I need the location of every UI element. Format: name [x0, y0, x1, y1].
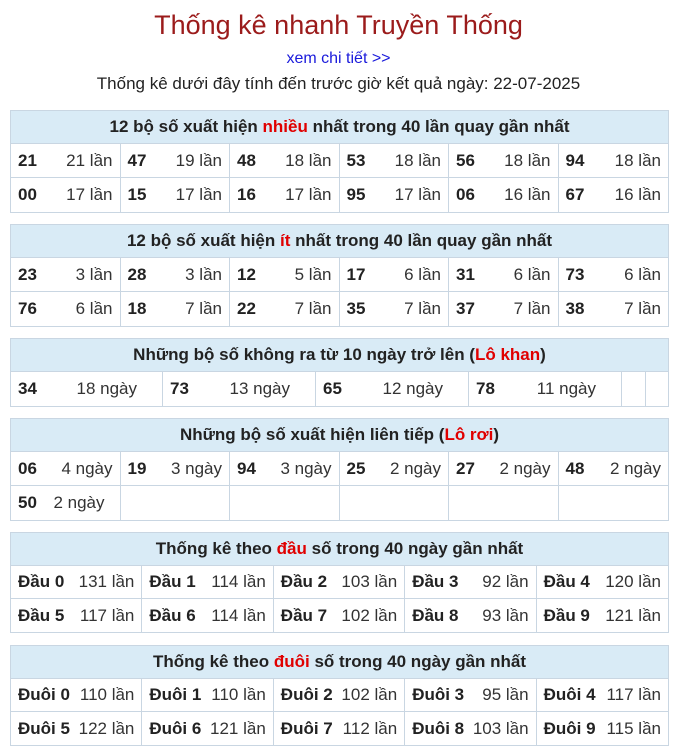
duoi-grid [11, 679, 668, 745]
stat-number: 22 [237, 299, 256, 318]
stat-count: Những bộ số xuất hiện liên tiếp ( [179, 425, 445, 444]
stat-cell [537, 712, 668, 745]
stat-count: 12 bộ số xuất hiện [109, 117, 263, 136]
stat-cell [11, 372, 163, 406]
stat-number: 73 [170, 379, 189, 398]
stat-number: 15 [127, 185, 147, 204]
stat-cell [340, 144, 450, 178]
stat-count: nhất trong 40 lần quay gần nhất [307, 117, 570, 136]
stat-number: Đuôi 1 [149, 685, 202, 704]
stat-count: 4 ngày [61, 458, 113, 478]
stat-cell [340, 452, 450, 486]
stat-number: 76 [18, 299, 37, 318]
least-frequent-grid [11, 258, 668, 326]
stat-count: 17 lần [175, 185, 222, 204]
stat-count: số trong 40 ngày gần nhất [306, 539, 524, 558]
stat-number: Đầu 2 [280, 572, 328, 591]
stat-number: 50 [18, 493, 37, 512]
stat-cell [142, 679, 273, 712]
stat-count: 121 lần [605, 605, 661, 625]
empty-cell [646, 372, 670, 406]
stat-count: ) [493, 425, 500, 444]
stat-count: 114 lần [211, 572, 266, 591]
stat-count: 103 lần [472, 718, 529, 738]
stat-cell [11, 258, 121, 292]
stat-cell [11, 144, 121, 178]
stat-cell [11, 599, 142, 632]
stat-count: 115 lần [606, 718, 661, 738]
stat-count: ) [540, 345, 546, 364]
stat-number: 18 [127, 299, 147, 318]
stat-number: Đầu 3 [412, 572, 459, 591]
stat-number: Đầu 4 [543, 572, 590, 591]
least-frequent-header [11, 225, 668, 258]
stat-count: 18 lần [394, 150, 441, 170]
stat-count: 18 ngày [76, 379, 137, 398]
most-frequent-header [11, 111, 668, 144]
duoi-section [10, 645, 669, 746]
page-title: Thống kê nhanh Truyền Thống [154, 10, 523, 40]
stat-count: nhất trong 40 lần quay gần nhất [290, 231, 553, 250]
stat-cell [121, 452, 231, 486]
stat-cell [316, 372, 469, 406]
stat-number: 48 [237, 150, 256, 170]
stat-number: 21 [18, 150, 37, 170]
stat-count: 131 lần [78, 572, 135, 591]
stat-count: 2 ngày [609, 458, 661, 478]
stat-count: 2 ngày [53, 493, 105, 512]
stat-count: 93 lần [482, 605, 529, 625]
stat-count: đuôi [273, 652, 310, 671]
stat-count: 117 lần [606, 685, 661, 704]
stat-cell [559, 144, 669, 178]
stat-number: Đuôi 6 [149, 718, 202, 738]
stat-number: 56 [456, 150, 475, 170]
stat-number: 34 [18, 379, 37, 398]
stat-cell [274, 679, 405, 712]
most-frequent-grid [11, 144, 668, 212]
stat-cell [142, 566, 273, 599]
stat-count: Những bộ số không ra từ 10 ngày trở lên ( [133, 345, 475, 364]
stat-number: Đầu 1 [149, 572, 196, 591]
stat-cell [230, 144, 340, 178]
stat-number: Đầu 9 [543, 605, 590, 625]
stat-cell [11, 679, 142, 712]
stat-cell [449, 452, 559, 486]
stat-number: 94 [565, 150, 585, 170]
stat-cell [340, 292, 450, 326]
empty-cell [622, 372, 646, 406]
stat-number: 47 [127, 150, 147, 170]
stat-count: 19 lần [175, 150, 222, 170]
stat-number: 16 [237, 185, 256, 204]
empty-cell [340, 486, 450, 520]
stat-number: 23 [18, 264, 37, 284]
lo-roi-section [10, 418, 669, 521]
stat-cell [11, 566, 142, 599]
stat-count: 18 lần [285, 150, 332, 170]
dau-grid [11, 566, 668, 632]
stat-count: Lô rơi [444, 425, 494, 444]
stat-cell [274, 599, 405, 632]
empty-cell [230, 486, 340, 520]
stat-number: 73 [565, 264, 585, 284]
stat-count: 117 lần [79, 605, 135, 625]
stat-cell [340, 178, 450, 212]
stat-cell [405, 566, 536, 599]
stat-cell [449, 178, 559, 212]
stat-count: 18 lần [504, 150, 551, 170]
most-frequent-section [10, 110, 669, 213]
stat-cell [274, 712, 405, 745]
stat-count: đầu [276, 539, 307, 558]
stat-count: Thống kê theo [152, 652, 274, 671]
stat-cell [121, 144, 231, 178]
stat-count: 2 ngày [499, 458, 551, 478]
stat-count: 121 lần [210, 718, 266, 738]
stat-number: 27 [456, 458, 475, 478]
stat-count: 120 lần [605, 572, 661, 591]
stat-cell [559, 452, 669, 486]
stat-number: 12 [237, 264, 256, 284]
stat-count: 95 lần [482, 685, 529, 704]
stat-cell [405, 712, 536, 745]
stat-count: nhiều [262, 117, 308, 136]
stat-count: 13 ngày [229, 379, 290, 398]
stat-count: 6 lần [513, 264, 551, 284]
stat-cell [230, 292, 340, 326]
stat-number: Đầu 8 [412, 605, 459, 625]
dau-section [10, 532, 669, 633]
stat-count: 16 lần [614, 185, 661, 204]
stat-count: 122 lần [78, 718, 135, 738]
stat-number: Đuôi 3 [412, 685, 465, 704]
stat-number: Đầu 0 [18, 572, 65, 591]
stat-count: 6 lần [75, 299, 113, 318]
stat-count: 114 lần [211, 605, 266, 625]
lo-roi-header [11, 419, 668, 452]
stat-count: 3 ngày [280, 458, 332, 478]
stat-cell [11, 292, 121, 326]
stat-cell [559, 178, 669, 212]
stat-number: 17 [346, 264, 366, 284]
stat-count: số trong 40 ngày gần nhất [309, 652, 527, 671]
stat-count: 17 lần [285, 185, 332, 204]
stat-number: 37 [456, 299, 475, 318]
stat-count: 110 lần [211, 685, 266, 704]
stat-number: 78 [476, 379, 495, 398]
stat-number: 95 [346, 185, 366, 204]
stat-cell [537, 599, 668, 632]
stat-cell [559, 258, 669, 292]
stat-count: 11 ngày [536, 379, 596, 398]
stat-number: Đuôi 2 [280, 685, 333, 704]
stat-cell [230, 178, 340, 212]
stat-count: 7 lần [185, 299, 222, 318]
stat-number: 06 [18, 458, 37, 478]
stat-number: 53 [346, 150, 366, 170]
stat-cell [340, 258, 450, 292]
stat-count: 102 lần [341, 685, 398, 704]
stat-cell [405, 679, 536, 712]
stat-count: 6 lần [404, 264, 441, 284]
lo-roi-grid [11, 452, 668, 520]
stat-number: 38 [565, 299, 585, 318]
stat-cell [274, 566, 405, 599]
stat-count: 12 ngày [382, 379, 443, 398]
stat-count: ít [280, 231, 291, 250]
stat-count: 5 lần [294, 264, 332, 284]
empty-cell [559, 486, 669, 520]
stat-count: 6 lần [624, 264, 661, 284]
lo-khan-header [11, 339, 668, 372]
view-details-link[interactable]: xem chi tiết >> [286, 50, 391, 67]
stat-number: 19 [127, 458, 147, 478]
stat-cell [559, 292, 669, 326]
stat-cell [537, 679, 668, 712]
stat-number: 00 [18, 185, 37, 204]
stat-cell [11, 486, 121, 520]
stat-count: 7 lần [404, 299, 441, 318]
stat-cell [449, 144, 559, 178]
stat-cell [142, 599, 273, 632]
stat-cell [121, 292, 231, 326]
empty-cell [121, 486, 231, 520]
stat-number: 67 [565, 185, 585, 204]
least-frequent-section [10, 224, 669, 327]
stat-count: 21 lần [66, 150, 113, 170]
stat-count: 3 ngày [170, 458, 222, 478]
lo-khan-section [10, 338, 669, 407]
stat-number: Đuôi 0 [18, 685, 70, 704]
stat-number: Đuôi 7 [280, 718, 333, 738]
stat-number: 94 [237, 458, 256, 478]
stat-cell [449, 292, 559, 326]
stat-number: Đầu 6 [149, 605, 196, 625]
page-subtitle: Thống kê dưới đây tính đến trước giờ kết quả ngày: 22-07-2025 [96, 74, 581, 93]
lo-khan-grid [11, 372, 668, 406]
stat-cell [11, 452, 121, 486]
stat-number: Đuôi 5 [18, 718, 70, 738]
stat-number: Đuôi 4 [543, 685, 596, 704]
stat-count: 17 lần [66, 185, 113, 204]
stat-count: 92 lần [482, 572, 529, 591]
stat-count: Lô khan [474, 345, 541, 364]
stat-number: Đầu 7 [280, 605, 328, 625]
stat-cell [121, 178, 231, 212]
stat-count: 2 ngày [389, 458, 441, 478]
stat-count: 103 lần [341, 572, 398, 591]
stat-cell [230, 258, 340, 292]
stat-number: 48 [565, 458, 585, 478]
stat-number: 65 [323, 379, 342, 398]
stat-number: Đầu 5 [18, 605, 65, 625]
stat-number: 25 [346, 458, 366, 478]
stat-number: Đuôi 9 [543, 718, 596, 738]
stat-cell [121, 258, 231, 292]
stat-number: Đuôi 8 [412, 718, 465, 738]
stat-number: 35 [346, 299, 366, 318]
stat-count: 7 lần [294, 299, 332, 318]
stat-number: 28 [127, 264, 147, 284]
stat-count: 17 lần [394, 185, 441, 204]
stat-cell [163, 372, 316, 406]
dau-header [11, 533, 668, 566]
stat-cell [537, 566, 668, 599]
stat-count: 12 bộ số xuất hiện [126, 231, 280, 250]
stat-count: 16 lần [504, 185, 551, 204]
stat-count: 7 lần [624, 299, 661, 318]
stat-cell [449, 258, 559, 292]
stat-cell [230, 452, 340, 486]
stat-cell [11, 712, 142, 745]
stat-number: 31 [456, 264, 475, 284]
stat-count: 112 lần [342, 718, 398, 738]
stat-count: 3 lần [185, 264, 222, 284]
stat-cell [11, 178, 121, 212]
stat-cell [469, 372, 622, 406]
stat-cell [142, 712, 273, 745]
stat-count: Thống kê theo [155, 539, 277, 558]
stat-number: 06 [456, 185, 475, 204]
stat-cell [405, 599, 536, 632]
stat-count: 7 lần [513, 299, 551, 318]
duoi-header [11, 646, 668, 679]
stat-count: 102 lần [341, 605, 398, 625]
empty-cell [449, 486, 559, 520]
stat-count: 18 lần [614, 150, 661, 170]
stat-count: 3 lần [75, 264, 113, 284]
stat-count: 110 lần [79, 685, 135, 704]
